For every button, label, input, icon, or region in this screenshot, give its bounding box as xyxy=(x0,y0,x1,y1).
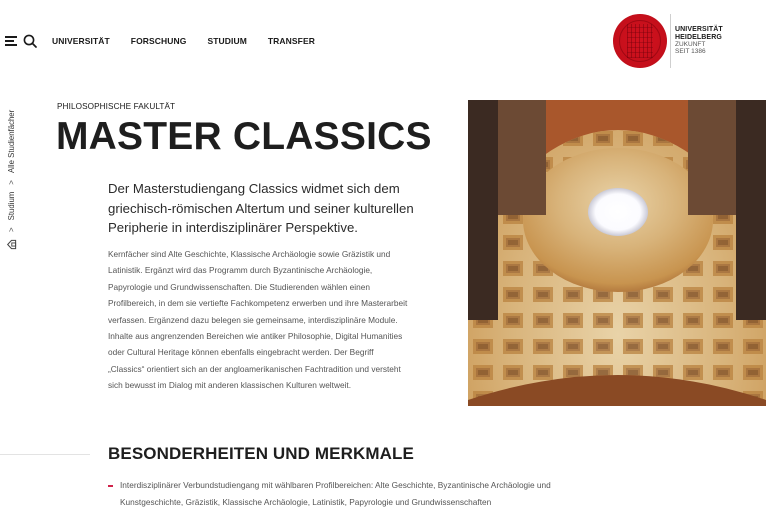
university-seal-icon xyxy=(613,14,667,68)
nav-studium[interactable]: STUDIUM xyxy=(207,36,247,46)
logo-divider xyxy=(670,14,671,68)
breadcrumb-studium[interactable]: Studium xyxy=(6,191,16,221)
logo-text xyxy=(675,26,723,56)
lead-paragraph: Der Masterstudiengang Classics widmet sich dem griechisch-römischen Altertum und seiner kulturellen Peripherie in interdisziplinärer Perspektive. xyxy=(108,181,414,235)
page-title: MASTER CLASSICS xyxy=(56,115,432,158)
search-icon[interactable] xyxy=(23,34,37,48)
list-item: Interdisziplinärer Verbundstudiengang mit wählbaren Profilbereichen: Alte Geschichte, Byzantinische Archäologie und Kunstgeschichte, Gräzistik, Klassische Archäologie, Latinistik, Papyrologie und Grundwissenschaften xyxy=(108,477,588,510)
breadcrumb xyxy=(3,100,19,250)
features-heading: BESONDERHEITEN UND MERKMALE xyxy=(108,444,414,463)
home-icon[interactable] xyxy=(6,239,17,250)
body-paragraph: Kernfächer sind Alte Geschichte, Klassische Archäologie sowie Gräzistik und Latinistik. Ergänzt wird das Programm durch Byzantinische Archäologie, Papyrologie und Grundwissenschaften. Die Studierenden wählen einen Profilbereich, in dem sie vertiefte Fachkompetenz erwerben und ihre Masterarbeit verfassen. Ergänzend dazu belegen sie gemeinsame, interdisziplinäre Module. Inhalte aus angrenzenden Bereichen wie antiker Philosophie, Digital Humanities oder Cultural Heritage können ebenfalls eingebracht werden. Der Begriff „Classics“ orientiert sich an der angloamerikanischen Fachtradition und versteht sich bewusst im Dialog mit anderen klassischen Kulturen weltweit. xyxy=(108,249,408,391)
menu-icon[interactable] xyxy=(5,36,17,46)
logo-line-4: SEIT 1386 xyxy=(675,48,706,56)
breadcrumb-separator: > xyxy=(6,227,16,232)
features-list xyxy=(108,477,588,510)
top-navigation xyxy=(0,0,780,82)
hero-image-pantheon-dome xyxy=(468,100,766,406)
logo-line-2: HEIDELBERG xyxy=(675,33,722,41)
logo-line-3: ZUKUNFT xyxy=(675,41,706,48)
logo-line-1: UNIVERSITÄT xyxy=(675,26,723,34)
breadcrumb-separator: > xyxy=(6,180,16,185)
pantheon-dome-illustration xyxy=(468,100,766,406)
nav-forschung[interactable]: FORSCHUNG xyxy=(130,36,187,46)
nav-universitaet[interactable]: UNIVERSITÄT xyxy=(52,36,110,46)
university-logo[interactable] xyxy=(613,14,723,68)
breadcrumb-alle-studienfaecher[interactable]: Alle Studienfächer xyxy=(6,109,16,174)
faculty-label: PHILOSOPHISCHE FAKULTÄT xyxy=(57,102,176,111)
section-divider xyxy=(0,454,90,455)
main-nav xyxy=(52,36,336,46)
nav-transfer[interactable]: TRANSFER xyxy=(267,36,315,46)
